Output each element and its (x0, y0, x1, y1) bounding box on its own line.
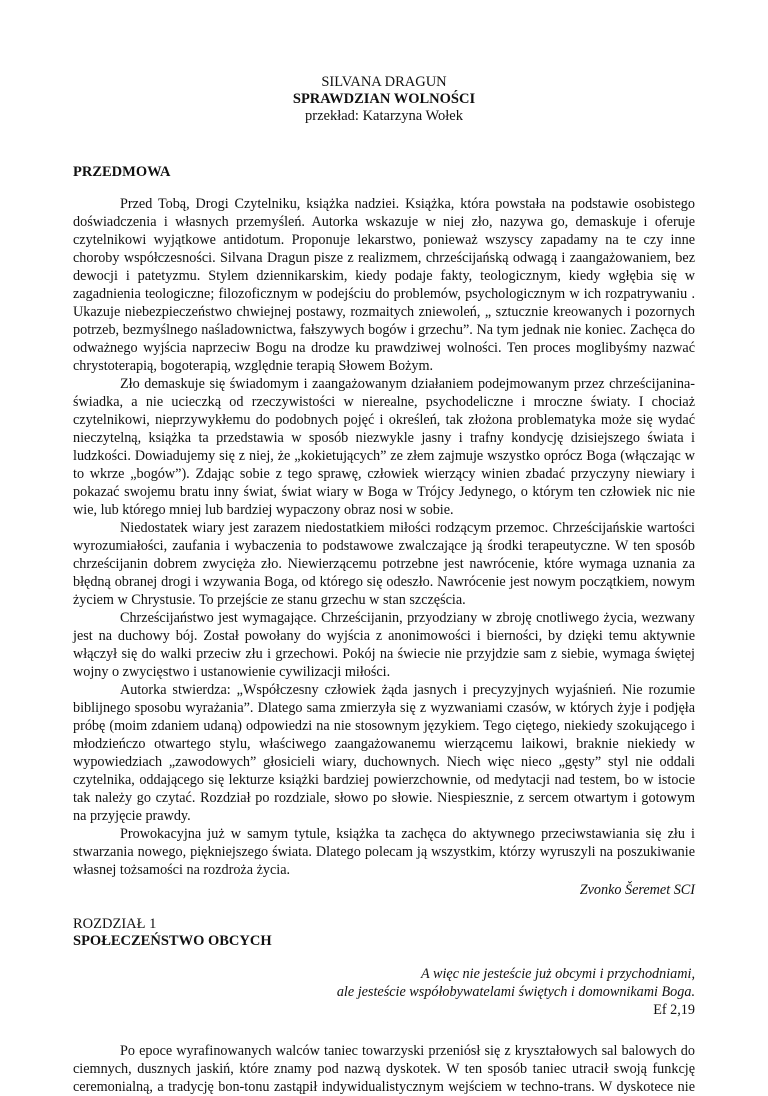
text-line: dewocji i patetyzmu. Stylem dziennikarskim, kiedy podaje fakty, teologicznym, kiedy wgłębia się w (73, 268, 695, 284)
motto-line: ale jesteście współobywatelami świętych i domownikami Boga. (336, 984, 695, 1000)
paragraph (73, 609, 695, 681)
paragraph (73, 375, 695, 519)
paragraph (73, 825, 695, 879)
text-line: ludzkości. Dowiadujemy się z niej, że „kokietujących” ze złem zajmuje wszystko oprócz Boga (włączając w (73, 448, 695, 464)
motto-reference: Ef 2,19 (653, 1002, 695, 1018)
text-line: próbę (moim zdaniem udaną) odpowiedzi na nie stosownym językiem. Tego ciętego, niekiedy szokującego i (73, 718, 695, 734)
text-line: odważnego wyjścia naprzeciw Bogu na drodze ku prawdziwej wolności. Ten proces moglibyśmy nazwać (73, 340, 695, 356)
text-line: Niedostatek wiary jest zarazem niedostatkiem miłości rodzącym przemoc. Chrześcijańskie wartości (120, 520, 695, 536)
text-line: własnej tożsamości na rozdroża życia. (73, 862, 291, 878)
text-line: potrzeb, bezmyślnego naśladownictwa, fałszywych bogów i grzechu”. Na tym jednak nie koniec. Zachęca do (73, 322, 695, 338)
text-line: wyrozumiałości, zaufania i wybaczenia to podstawowe zwalczające ją środki terapeutyczne. W ten sposób (73, 538, 695, 554)
text-line: Autorka stwierdza: „Współczesny człowiek żąda jasnych i precyzyjnych wyjaśnień. Nie rozumie (120, 682, 695, 698)
text-line: włączył się do walki przeciw złu i grzechowi. Pokój na świecie nie przyjdzie sam z siebie, wymaga świętej (73, 646, 695, 662)
document-page (73, 74, 695, 1096)
text-line: Ukazuje niebezpieczeństwo chwiejnej postawy, rozmaitych zniewoleń, „ sztucznie kreowanych i pozornych (73, 304, 695, 320)
text-line: wypowiedziach „zawodowych” głosicieli wiary, duchownych. Niech więc nieco „gęsty” styl nie oddali (73, 754, 695, 770)
text-line: Przed Tobą, Drogi Czytelniku, książka nadziei. Książka, która powstała na podstawie osobistego (120, 196, 695, 212)
text-line: błędną obranej drogi i wzywania Boga, od którego się odeszło. Nawrócenie jest nowym początkiem, nowym (73, 574, 695, 590)
preface-heading: PRZEDMOWA (73, 164, 171, 180)
text-line: czytelnika, oddającego się lekturze książki bardziej powierzchownie, od medytacji nad testem, bo w istocie (73, 772, 695, 788)
text-line: choroby współczesności. Silvana Dragun pisze z realizmem, chrześcijańską odwagą i zaangażowaniem, bez (73, 250, 695, 266)
paragraph (73, 519, 695, 609)
text-line: czytelnikowi, nieprzywykłemu do podobnych pojęć i określeń, tak złożona problematyka może się wydać (73, 412, 695, 428)
text-line: pokazać swojemu bratu inny świat, świat wiary w Boga w Trójcy Jedynego, o którym ten człowiek nic nie (73, 484, 695, 500)
text-line: zagadnienia teologiczne; filozoficznym w podejściu do problemów, psychologicznym w ich rozpatrywaniu . (73, 286, 695, 302)
text-line: wie, lub którego mniej lub bardziej wypaczony obraz nosi w sobie. (73, 502, 454, 518)
text-line: Po epoce wyrafinowanych walców taniec towarzyski przeniósł się z kryształowych sal balowych do (120, 1043, 695, 1059)
text-line: Prowokacyjna już w samym tytule, książka ta zachęca do aktywnego przeciwstawiania się złu i (120, 826, 695, 842)
chapter-body (73, 1042, 695, 1096)
text-line: biblijnego sposobu wyrażania”. Dlatego sama zmierzyła się z wyzwaniami czasów, w których żyje i podjęła (73, 700, 695, 716)
text-line: stwarzania nowego, piękniejszego świata. Dlatego polecam ją wszystkim, którzy wyruszyli na poszukiwanie (73, 844, 695, 860)
text-line: młodzieńczo otwartego stylu, właściwego zaangażowanemu wierzącemu laikowi, braknie niekiedy w (73, 736, 695, 752)
paragraph (73, 681, 695, 825)
text-line: świadka, a nie ucieczką od rzeczywistości w nierealne, psychodeliczne i mroczne światy. I chociaż (73, 394, 695, 410)
text-line: czytelnikowi wyjątkowe antidotum. Proponuje lekarstwo, ponieważ wszyscy zapadamy na te czy inne (73, 232, 695, 248)
text-line: Zło demaskuje się świadomym i zaangażowanym działaniem podejmowanym przez chrześcijanina- (120, 376, 695, 392)
book-title: SPRAWDZIAN WOLNOŚCI (292, 91, 476, 107)
paragraph (73, 195, 695, 375)
motto-line: A więc nie jesteście już obcymi i przychodniami, (421, 966, 695, 982)
text-line: Chrześcijaństwo jest wymagające. Chrześcijanin, przyodziany w zbroję cnotliwego życia, wezwany (120, 610, 695, 626)
text-line: doświadczenia i własnych przemyśleń. Autorka wskazuje w niej zło, nazywa go, demaskuje i oferuje (73, 214, 695, 230)
chapter-heading (73, 916, 695, 950)
chapter-title: SPOŁECZEŃSTWO OBCYCH (73, 933, 272, 949)
text-line: to wkrze „bogów”). Zdając sobie z tego sprawę, człowiek wierzący winien zbadać przyczyny niewiary i (73, 466, 695, 482)
text-line: nieczytelną, książka ta przedstawia w sposób niezwykle jasny i trafny kondycję dzisiejszego świata i (73, 430, 695, 446)
chapter-motto (73, 965, 695, 1019)
text-line: jest na duchowy bój. Został powołany do wyjścia z anonimowości i bierności, by dzięki temu aktywnie (73, 628, 695, 644)
chapter-number: ROZDZIAŁ 1 (73, 916, 157, 932)
text-line: ceremonialną, a tradycję bon-tonu zastąpił indywidualistycznym wejściem w techno-trans. W dyskotece nie (73, 1079, 695, 1095)
preface-signature: Zvonko Šeremet SCI (579, 882, 695, 898)
text-line: ciemnych, dusznych jaskiń, które znamy pod nazwą dyskotek. W ten sposób taniec utracił swoją funkcję (73, 1061, 695, 1077)
author-name: SILVANA DRAGUN (321, 74, 447, 90)
text-line: chrześcijanin dobrem zwycięża zło. Niewierzącemu potrzebne jest nawrócenie, które wymaga uznania za (73, 556, 695, 572)
preface-body (73, 195, 695, 879)
text-line: na przyjęcie prawdy. (73, 808, 191, 824)
text-line: wojny o zwycięstwo i ustanowienie cywilizacji miłości. (73, 664, 391, 680)
title-block (73, 74, 695, 125)
text-line: chrystoterapią, bogoterapią, względnie terapią Słowem Bożym. (73, 358, 434, 374)
text-line: tak należy go czytać. Rozdział po rozdziale, słowo po słowie. Niespiesznie, z sercem otwartym i gotowym (73, 790, 695, 806)
translator-credit: przekład: Katarzyna Wołek (305, 108, 463, 124)
text-line: życiem w Chrystusie. To przejście ze stanu grzechu w stan szczęścia. (73, 592, 466, 608)
